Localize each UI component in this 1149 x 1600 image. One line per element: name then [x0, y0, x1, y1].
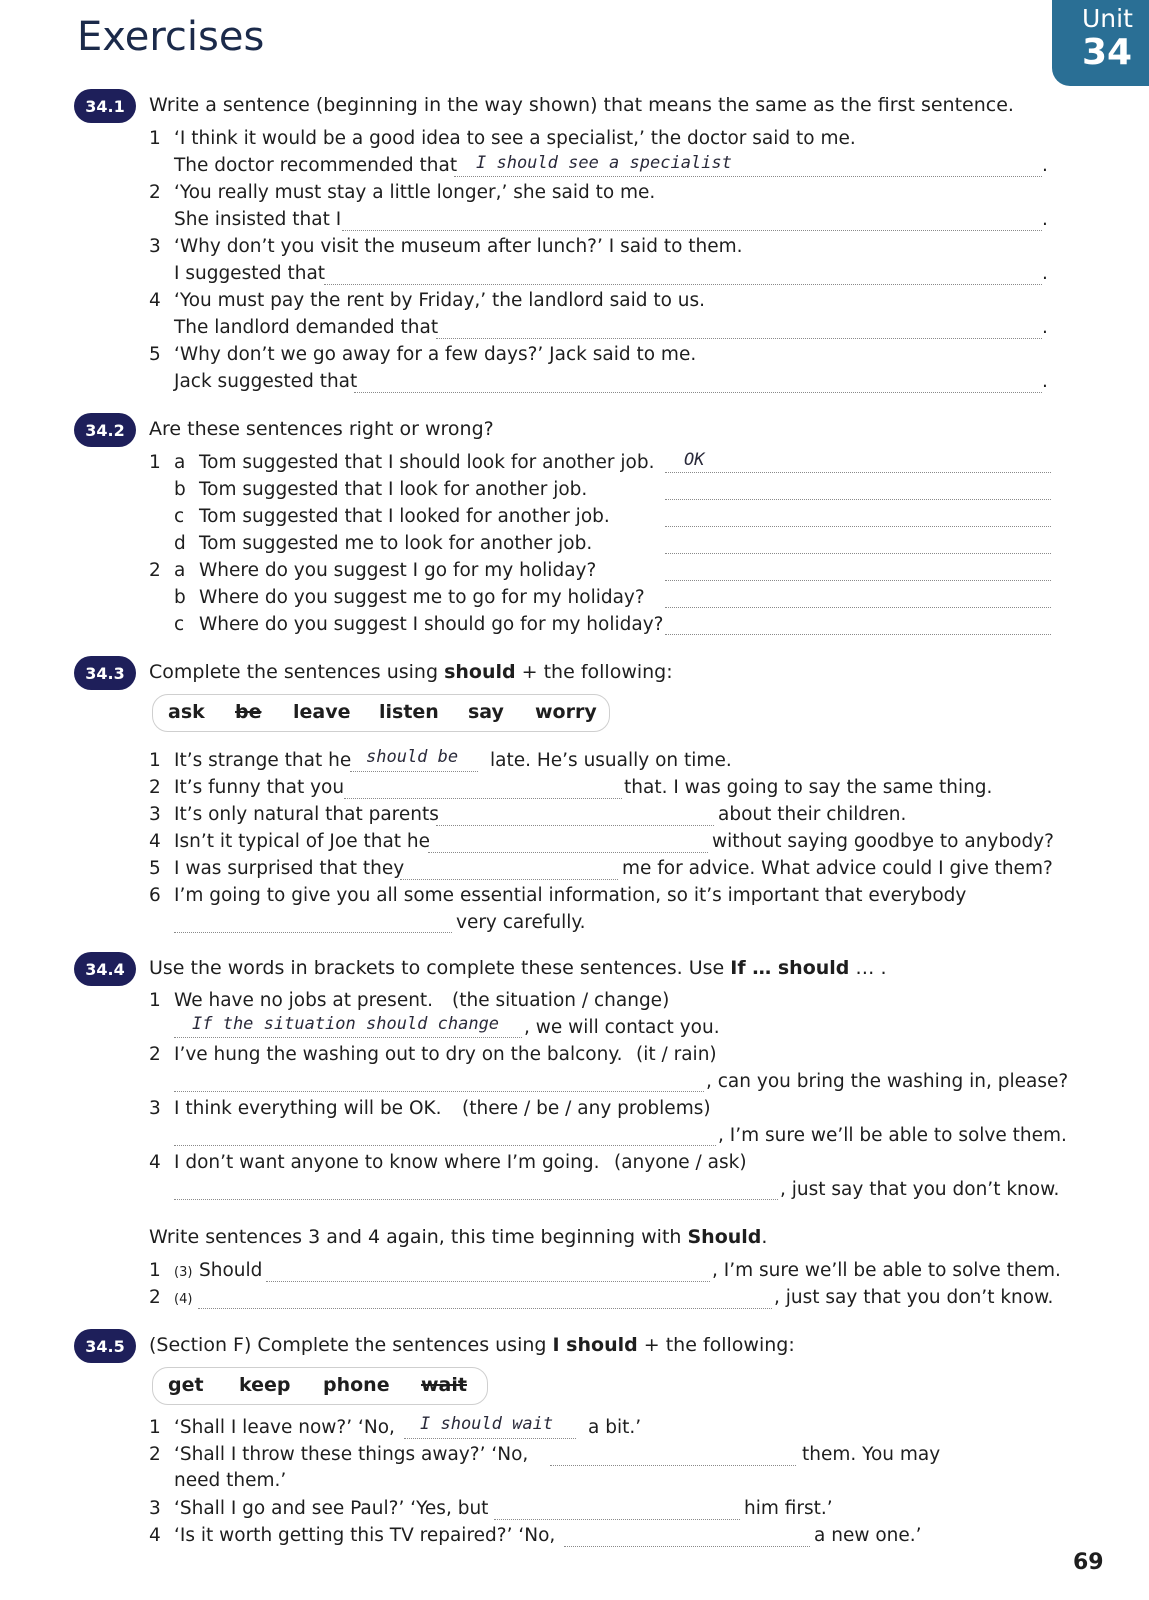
- exercise-badge: 34.4: [74, 952, 136, 986]
- item-text: , I’m sure we’ll be able to solve them.: [718, 1125, 1067, 1146]
- period: .: [1042, 263, 1048, 284]
- answer-line[interactable]: [665, 580, 1051, 581]
- answer-line[interactable]: [665, 634, 1051, 635]
- item-letter: c: [174, 506, 185, 527]
- answer-line[interactable]: [174, 1091, 704, 1092]
- item-quote: ‘Why don’t we go away for a few days?’ Jack said to me.: [174, 344, 697, 365]
- handwritten-answer: If the situation should change: [192, 1014, 500, 1034]
- item-text: ‘Shall I throw these things away?’ ‘No,: [174, 1444, 529, 1465]
- item-text: I don’t want anyone to know where I’m going.: [174, 1152, 600, 1173]
- answer-line[interactable]: [454, 176, 1042, 177]
- word-option: keep: [239, 1374, 291, 1396]
- answer-line[interactable]: [342, 230, 1042, 231]
- item-number: 2: [149, 1044, 161, 1065]
- word-option: listen: [379, 701, 439, 723]
- item-number: 1: [149, 128, 161, 149]
- answer-line[interactable]: [354, 392, 1042, 393]
- item-text: late. He’s usually on time.: [490, 750, 732, 771]
- item-text: a bit.’: [588, 1417, 642, 1438]
- answer-line[interactable]: [344, 798, 622, 799]
- item-stem: I suggested that: [174, 263, 326, 284]
- item-text: a new one.’: [814, 1525, 922, 1546]
- period: .: [1042, 317, 1048, 338]
- item-quote: ‘I think it would be a good idea to see a specialist,’ the doctor said to me.: [174, 128, 856, 149]
- exercise-instruction: Write a sentence (beginning in the way shown) that means the same as the first sentence.: [149, 94, 1014, 116]
- answer-line[interactable]: [404, 1438, 576, 1439]
- answer-line[interactable]: [665, 607, 1051, 608]
- handwritten-answer: I should see a specialist: [476, 153, 732, 173]
- unit-number: 34: [1082, 32, 1133, 73]
- item-hint: (the situation / change): [452, 990, 670, 1011]
- item-number: 2: [149, 182, 161, 203]
- exercise-badge: 34.2: [74, 413, 136, 447]
- answer-line[interactable]: [174, 932, 452, 933]
- answer-line[interactable]: [436, 825, 714, 826]
- item-number: 4: [149, 831, 161, 852]
- exercise-instruction: Complete the sentences using should + the following:: [149, 661, 673, 683]
- item-number: 6: [149, 885, 161, 906]
- item-text: about their children.: [718, 804, 907, 825]
- item-letter: b: [174, 479, 186, 500]
- item-text: him first.’: [744, 1498, 833, 1519]
- item-text: , we will contact you.: [524, 1017, 720, 1038]
- item-number: 2: [149, 1444, 161, 1465]
- word-option-used: be: [235, 701, 262, 723]
- exercise-instruction: Use the words in brackets to complete these sentences. Use If … should … .: [149, 957, 887, 979]
- item-number: 3: [149, 1498, 161, 1519]
- word-option: leave: [293, 701, 351, 723]
- word-option-used: wait: [421, 1374, 467, 1396]
- word-option: phone: [323, 1374, 390, 1396]
- item-sentence: Tom suggested me to look for another job.: [199, 533, 593, 554]
- sub-instruction: Write sentences 3 and 4 again, this time beginning with Should.: [149, 1226, 768, 1248]
- answer-line[interactable]: [564, 1546, 810, 1547]
- answer-line[interactable]: [436, 338, 1042, 339]
- item-number: 2: [149, 560, 161, 581]
- item-hint: (anyone / ask): [614, 1152, 747, 1173]
- item-number: 4: [149, 1525, 161, 1546]
- item-text: , can you bring the washing in, please?: [706, 1071, 1069, 1092]
- item-text: Isn’t it typical of Joe that he: [174, 831, 431, 852]
- item-letter: a: [174, 452, 186, 473]
- item-reference: (4): [174, 1292, 193, 1307]
- item-text: them. You may: [802, 1444, 941, 1465]
- item-quote: ‘You must pay the rent by Friday,’ the landlord said to us.: [174, 290, 706, 311]
- answer-line[interactable]: [324, 284, 1042, 285]
- item-number: 1: [149, 750, 161, 771]
- exercise-badge: 34.3: [74, 656, 136, 690]
- item-number: 1: [149, 1417, 161, 1438]
- exercise-badge: 34.1: [74, 89, 136, 123]
- word-option: get: [168, 1374, 204, 1396]
- item-number: 2: [149, 1287, 161, 1308]
- item-text: need them.’: [174, 1470, 287, 1491]
- item-number: 1: [149, 1260, 161, 1281]
- page-number: 69: [1073, 1550, 1104, 1575]
- item-text: It’s only natural that parents: [174, 804, 439, 825]
- item-number: 5: [149, 858, 161, 879]
- exercise-badge: 34.5: [74, 1329, 136, 1363]
- item-text: It’s funny that you: [174, 777, 345, 798]
- item-sentence: Where do you suggest I go for my holiday?: [199, 560, 597, 581]
- answer-line[interactable]: [665, 499, 1051, 500]
- answer-line[interactable]: [665, 553, 1051, 554]
- item-sentence: Tom suggested that I looked for another job.: [199, 506, 610, 527]
- item-sentence: Where do you suggest I should go for my holiday?: [199, 614, 664, 635]
- answer-line[interactable]: [665, 526, 1051, 527]
- answer-line[interactable]: [350, 771, 478, 772]
- item-sentence: Tom suggested that I should look for another job.: [199, 452, 655, 473]
- answer-line[interactable]: [266, 1281, 710, 1282]
- item-hint: (there / be / any problems): [462, 1098, 711, 1119]
- item-hint: (it / rain): [636, 1044, 717, 1065]
- exercise-instruction: (Section F) Complete the sentences using I should + the following:: [149, 1334, 795, 1356]
- period: .: [1042, 209, 1048, 230]
- item-letter: a: [174, 560, 186, 581]
- handwritten-answer: I should wait: [420, 1414, 554, 1434]
- item-stem: She insisted that I: [174, 209, 342, 230]
- item-sentence: Tom suggested that I look for another job.: [199, 479, 588, 500]
- item-text: very carefully.: [456, 912, 586, 933]
- word-option: say: [468, 701, 504, 723]
- item-text: I was surprised that they: [174, 858, 405, 879]
- item-number: 2: [149, 777, 161, 798]
- item-letter: d: [174, 533, 186, 554]
- item-number: 4: [149, 290, 161, 311]
- answer-line[interactable]: [400, 879, 618, 880]
- word-option: ask: [168, 701, 205, 723]
- item-stem: The doctor recommended that: [174, 155, 458, 176]
- handwritten-answer: should be: [366, 747, 459, 767]
- item-reference: (3): [174, 1265, 193, 1280]
- word-option: worry: [535, 701, 597, 723]
- item-number: 3: [149, 804, 161, 825]
- item-number: 4: [149, 1152, 161, 1173]
- item-number: 3: [149, 236, 161, 257]
- period: .: [1042, 155, 1048, 176]
- answer-line[interactable]: [550, 1465, 796, 1466]
- unit-label: Unit: [1082, 4, 1133, 33]
- item-text: ‘Shall I leave now?’ ‘No,: [174, 1417, 395, 1438]
- item-text: , I’m sure we’ll be able to solve them.: [712, 1260, 1061, 1281]
- answer-line[interactable]: [174, 1037, 522, 1038]
- item-text: It’s strange that he: [174, 750, 352, 771]
- answer-line[interactable]: [428, 852, 708, 853]
- item-sentence: Where do you suggest me to go for my holiday?: [199, 587, 645, 608]
- item-quote: ‘Why don’t you visit the museum after lunch?’ I said to them.: [174, 236, 743, 257]
- item-text: ‘Shall I go and see Paul?’ ‘Yes, but: [174, 1498, 489, 1519]
- item-number: 1: [149, 452, 161, 473]
- item-quote: ‘You really must stay a little longer,’ she said to me.: [174, 182, 656, 203]
- period: .: [1042, 371, 1048, 392]
- item-text: that. I was going to say the same thing.: [624, 777, 993, 798]
- item-text: , just say that you don’t know.: [774, 1287, 1054, 1308]
- item-number: 5: [149, 344, 161, 365]
- item-text: We have no jobs at present.: [174, 990, 434, 1011]
- item-number: 1: [149, 990, 161, 1011]
- item-letter: c: [174, 614, 185, 635]
- item-stem: The landlord demanded that: [174, 317, 439, 338]
- item-text: ‘Is it worth getting this TV repaired?’ ‘No,: [174, 1525, 556, 1546]
- exercise-instruction: Are these sentences right or wrong?: [149, 418, 494, 440]
- item-text: , just say that you don’t know.: [780, 1179, 1060, 1200]
- answer-line[interactable]: [198, 1308, 772, 1309]
- item-text: I think everything will be OK.: [174, 1098, 442, 1119]
- item-text: without saying goodbye to anybody?: [712, 831, 1054, 852]
- item-text: me for advice. What advice could I give them?: [622, 858, 1053, 879]
- item-stem: Should: [199, 1260, 263, 1281]
- page-title: Exercises: [77, 14, 265, 60]
- answer-line[interactable]: [494, 1519, 740, 1520]
- answer-line[interactable]: [665, 472, 1051, 473]
- item-text: I’m going to give you all some essential information, so it’s important that everybody: [174, 885, 967, 906]
- handwritten-answer: OK: [684, 450, 705, 470]
- item-letter: b: [174, 587, 186, 608]
- item-number: 3: [149, 1098, 161, 1119]
- item-text: I’ve hung the washing out to dry on the balcony.: [174, 1044, 623, 1065]
- item-stem: Jack suggested that: [174, 371, 358, 392]
- answer-line[interactable]: [174, 1199, 778, 1200]
- answer-line[interactable]: [174, 1145, 716, 1146]
